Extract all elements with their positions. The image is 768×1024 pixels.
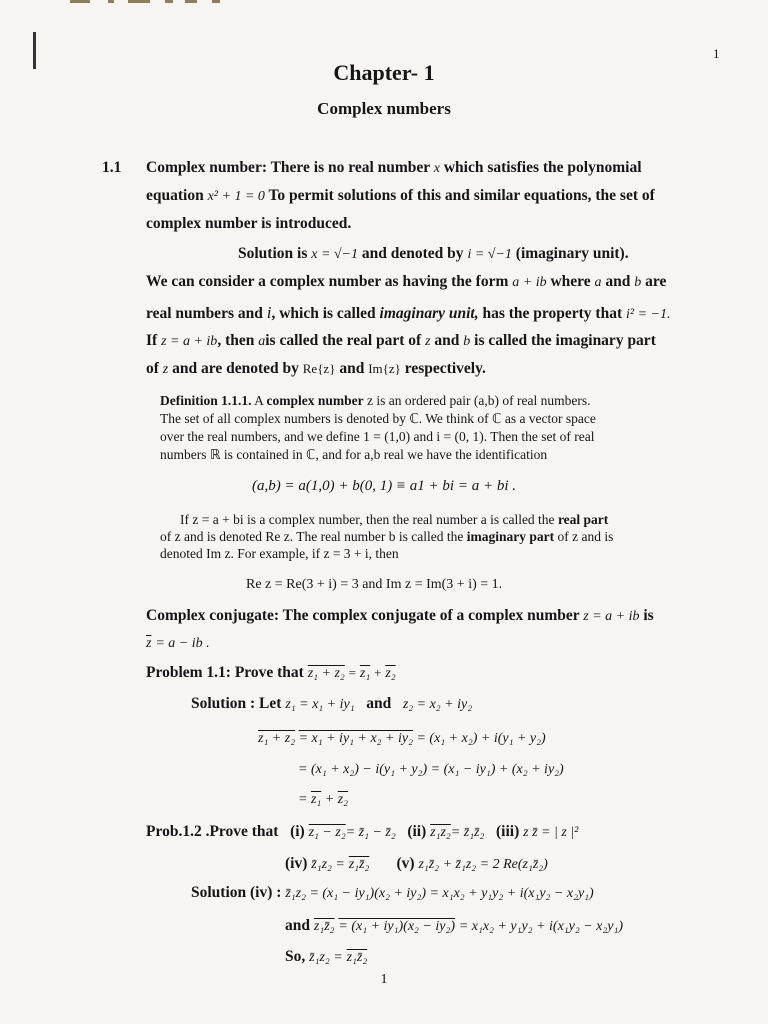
scan-top-edge (0, 0, 768, 6)
def-para-line-2: of z and is denoted Re z. The real number b is called the imaginary part of z and is (160, 529, 614, 544)
def-para-line-1: If z = a + bi is a complex number, then the real number a is called the real part (180, 512, 609, 527)
identity-equation: (a,b) = a(1,0) + b(0, 1) ≡ a1 + bi = a + bi . (251, 478, 517, 494)
conjugate-line-1: Complex conjugate: The complex conjugate of a complex number z = a + ib is (146, 607, 654, 624)
def-para-line-3: denoted Im z. For example, if z = 3 + i, then (160, 546, 399, 561)
definition-line-3: over the real numbers, and we define 1 = (1,0) and i = (0, 1). Then the set of real (160, 429, 595, 444)
problem-1-1-solution: Solution : Let z₁ = x₁ + iy₁ and z₂ = x₂ + iy₂ (191, 695, 473, 712)
page-number-bottom: 1 (380, 972, 388, 987)
section-number: 1.1 (102, 159, 122, 176)
solution-line: Solution is x = √−1 and denoted by i = √−1 (imaginary unit). (238, 245, 629, 262)
definition-line-1: Definition 1.1.1. A complex number z is an ordered pair (a,b) of real numbers. (160, 393, 591, 408)
example-equation: Re z = Re(3 + i) = 3 and Im z = Im(3 + i) = 1. (246, 577, 503, 592)
chapter-subtitle: Complex numbers (317, 99, 451, 118)
problem-1-2-solution-line-1: Solution (iv) : z̄₁z₂ = (x₁ − iy₁)(x₂ + iy₂) = x₁x₂ + y₁y₂ + i(x₁y₂ − x₂y₁) (191, 884, 594, 901)
section-line-3: complex number is introduced. (146, 215, 352, 232)
section-line-2: equation x² + 1 = 0 To permit solutions of this and similar equations, the set of (146, 187, 655, 204)
problem-1-2-solution-line-2: and z₁z̄₂ = (x₁ + iy₁)(x₂ − iy₂) = x₁x₂ + y₁y₂ + i(x₁y₂ − x₂y₁) (285, 917, 624, 934)
page-number-top: 1 (713, 46, 720, 61)
conjugate-line-2: $\overline{z} = a$ − ib . (146, 636, 210, 651)
problem-1-1-heading: Problem 1.1: Prove that z₁ + z₂ = z₁ + z₂ (146, 664, 396, 681)
step-2: = (x₁ + x₂) − i(y₁ + y₂) = (x₁ − iy₁) + (x₂ + iy₂) (298, 762, 564, 777)
problem-1-2-conclusion: So, z̄₁z₂ = z₁z̄₂ (285, 948, 368, 965)
if-line: If z = a + ib, then ais called the real part of z and b is called the imaginary part (146, 332, 656, 349)
definition-line-4: numbers ℝ is contained in ℂ, and for a,b real we have the identification (160, 447, 548, 462)
step-1: z₁ + z₂ = x₁ + iy₁ + x₂ + iy₂ = (x₁ + x₂) + i(y₁ + y₂) (258, 731, 546, 746)
step-3: = z₁ + z₂ (298, 792, 349, 807)
problem-1-2-parts: (iv) z̄₁z₂ = z₁z̄₂ (v) z₁z̄₂ + z̄₁z₂ = 2 Re(z₁z̄₂) (285, 855, 548, 872)
chapter-title: Chapter- 1 (333, 60, 435, 85)
section-line-1: Complex number: There is no real number x which satisfies the polynomial (146, 159, 642, 176)
real-line: real numbers and i, which is called imaginary unit, has the property that i² = −1. (146, 303, 671, 322)
form-line: We can consider a complex number as having the form a + ib where a and b are (146, 273, 667, 290)
definition-line-2: The set of all complex numbers is denoted by ℂ. We think of ℂ as a vector space (160, 411, 596, 426)
problem-1-2-heading: Prob.1.2 .Prove that (i) z₁ − z₂= z̄₁ − z̄₂ (ii) z₁z₂= z̄₁z̄₂ (iii) z z̄ = | z |² (146, 823, 579, 840)
of-line: of z and are denoted by Re{z} and Im{z} respectively. (146, 360, 486, 377)
